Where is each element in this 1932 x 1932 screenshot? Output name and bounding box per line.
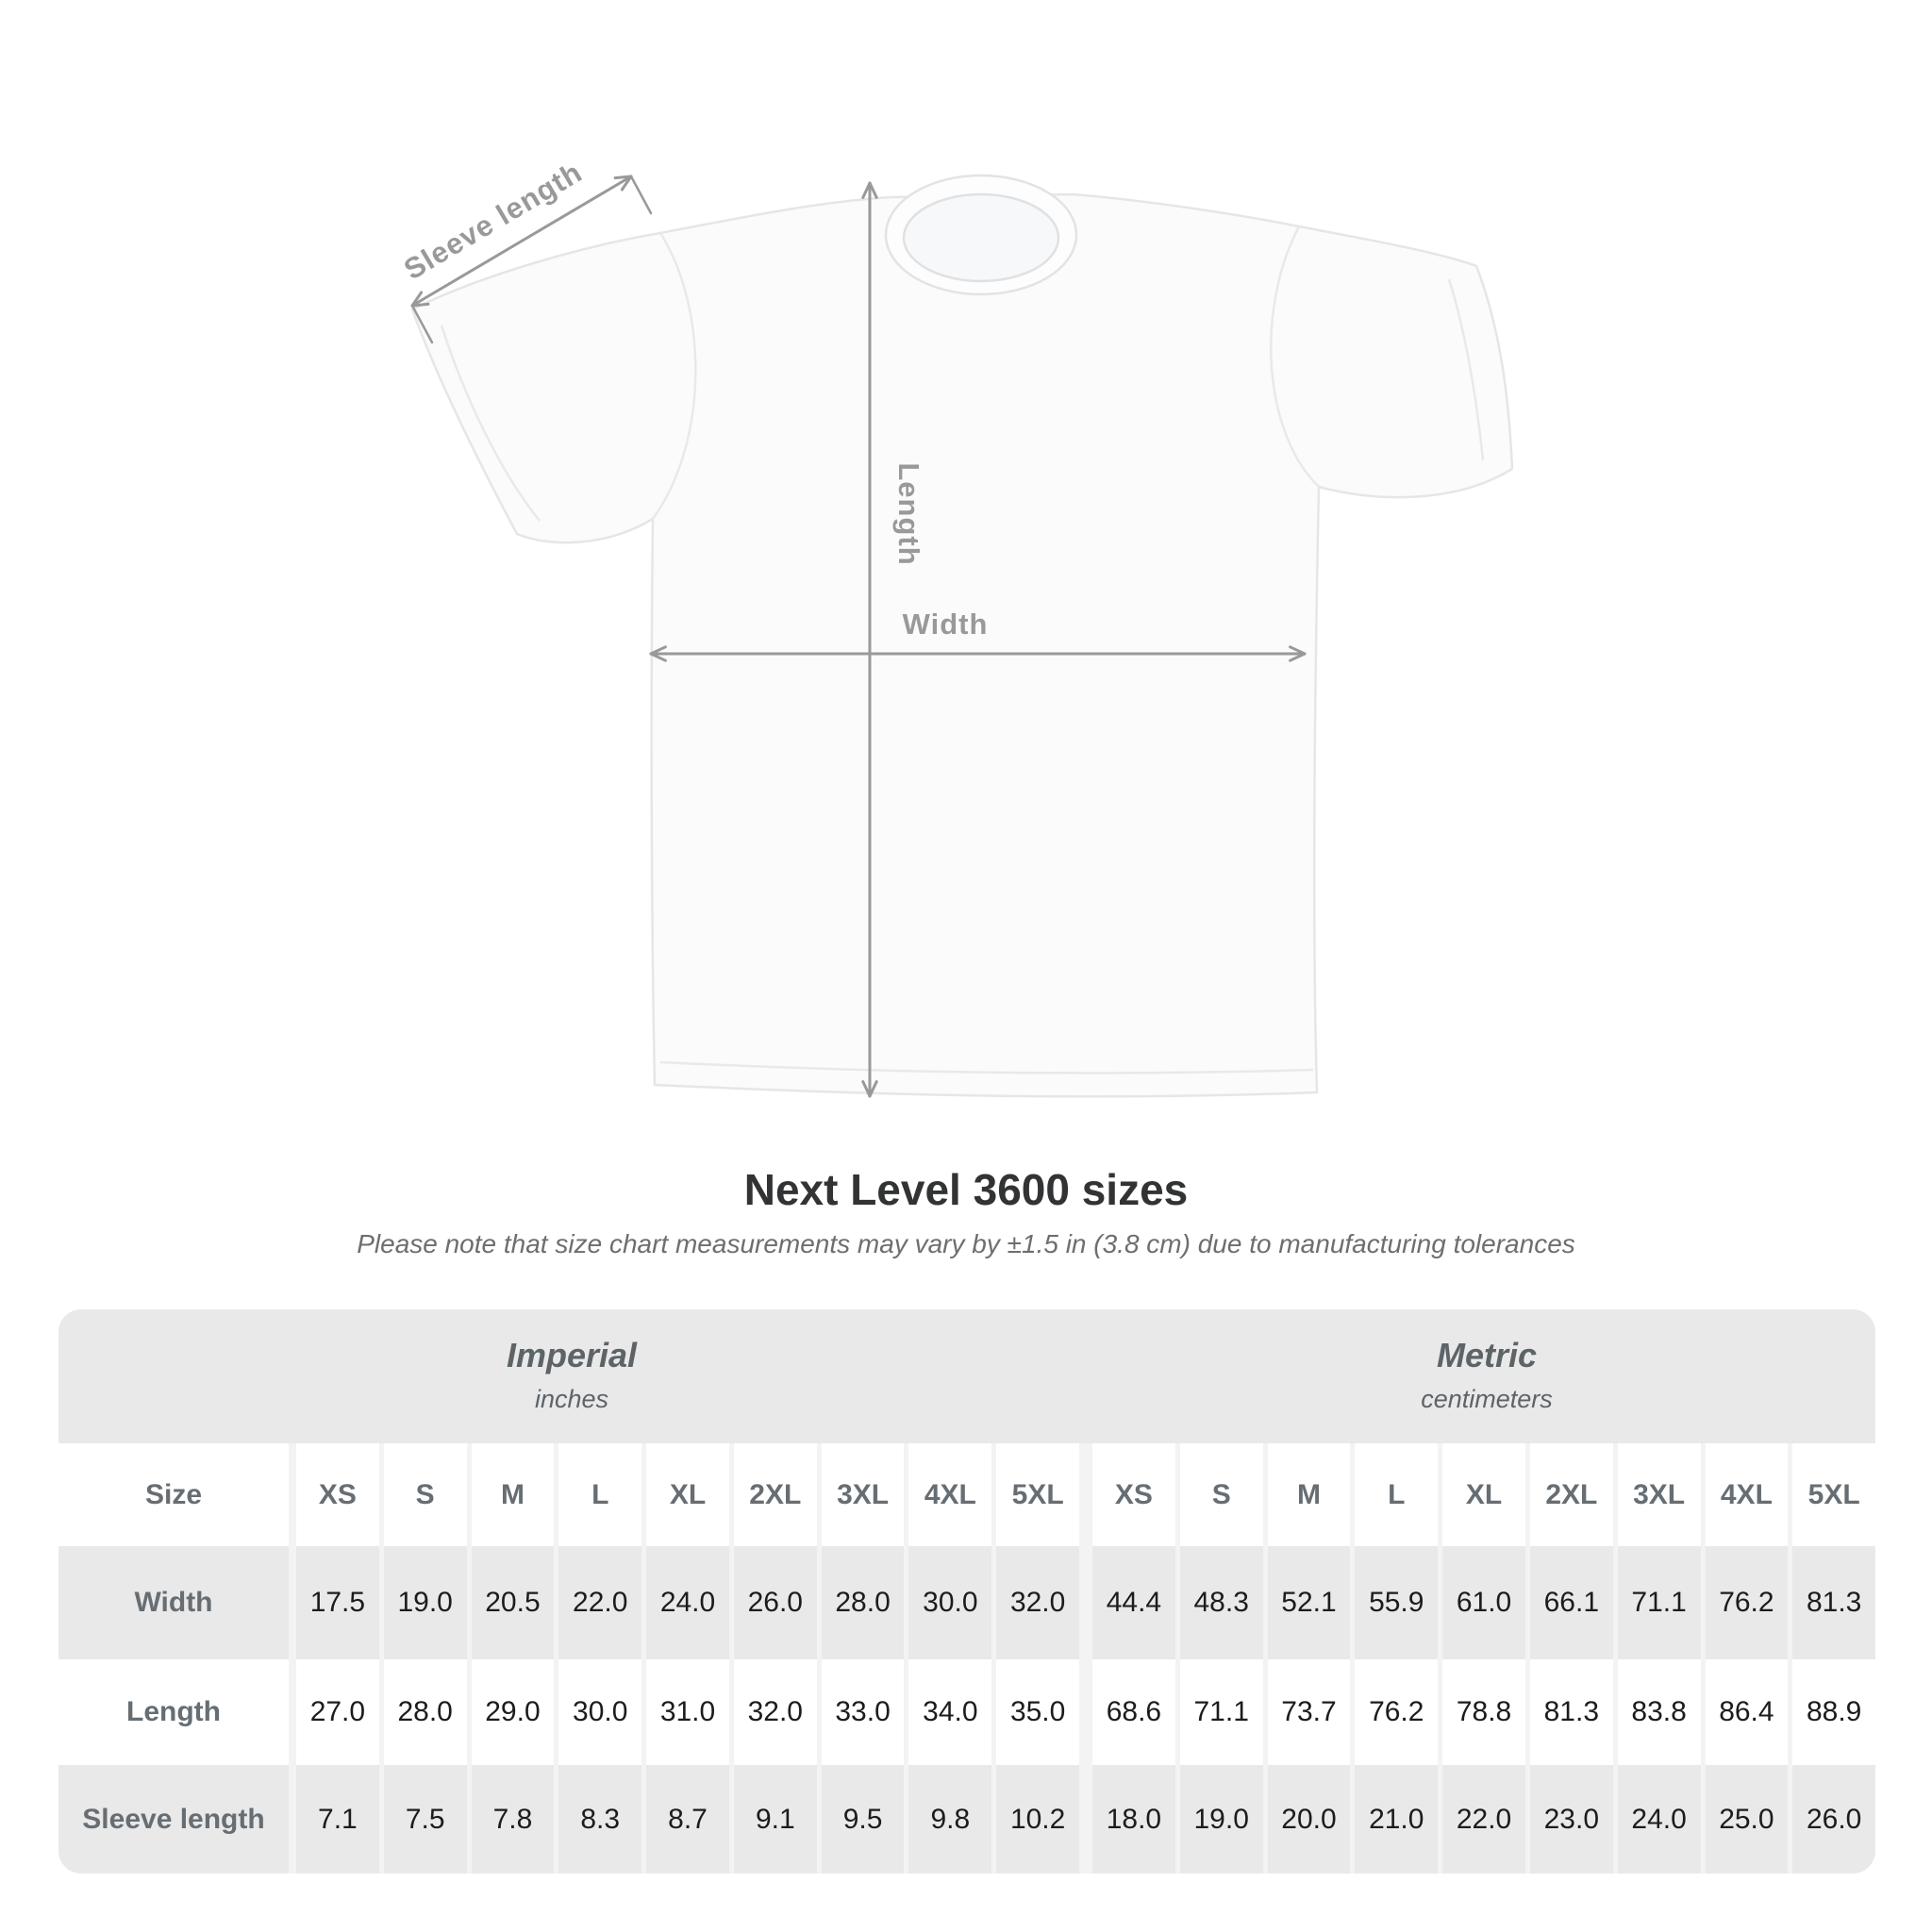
- value-cell: 73.7: [1268, 1659, 1351, 1765]
- size-header-metric-2xl: 2XL: [1530, 1443, 1613, 1546]
- table-row-sleeve-length: [58, 1765, 1875, 1874]
- value-cell: 26.0: [734, 1546, 817, 1659]
- value-cell: 30.0: [908, 1546, 991, 1659]
- imperial-title: Imperial: [506, 1336, 638, 1374]
- value-cell: 28.0: [822, 1546, 905, 1659]
- value-cell: 10.2: [996, 1765, 1079, 1874]
- length-label: Length: [892, 462, 925, 566]
- size-chart-table: [58, 1309, 1875, 1874]
- imperial-unit: inches: [534, 1385, 609, 1413]
- value-cell: 9.5: [822, 1765, 905, 1874]
- value-cell: 21.0: [1355, 1765, 1438, 1874]
- size-header-imperial-s: S: [384, 1443, 467, 1546]
- value-cell: 19.0: [1180, 1765, 1263, 1874]
- value-cell: 22.0: [558, 1546, 641, 1659]
- value-cell: 52.1: [1268, 1546, 1351, 1659]
- row-label: Width: [58, 1546, 289, 1659]
- value-cell: 17.5: [296, 1546, 379, 1659]
- value-cell: 22.0: [1442, 1765, 1525, 1874]
- value-cell: 27.0: [296, 1659, 379, 1765]
- value-cell: 34.0: [908, 1659, 991, 1765]
- table-row-length: [58, 1659, 1875, 1765]
- page-title: Next Level 3600 sizes: [743, 1165, 1189, 1214]
- table-row-width: [58, 1546, 1875, 1659]
- size-header-metric-xl: XL: [1442, 1443, 1525, 1546]
- value-cell: 25.0: [1706, 1765, 1789, 1874]
- value-cell: 23.0: [1530, 1765, 1613, 1874]
- value-cell: 61.0: [1442, 1546, 1525, 1659]
- table-header-row: [58, 1443, 1875, 1546]
- metric-unit: centimeters: [1421, 1385, 1553, 1413]
- value-cell: 48.3: [1180, 1546, 1263, 1659]
- value-cell: 33.0: [822, 1659, 905, 1765]
- value-cell: 66.1: [1530, 1546, 1613, 1659]
- value-cell: 32.0: [996, 1546, 1079, 1659]
- width-label: Width: [902, 608, 989, 641]
- size-header-imperial-m: M: [472, 1443, 555, 1546]
- value-cell: 24.0: [646, 1546, 729, 1659]
- value-cell: 31.0: [646, 1659, 729, 1765]
- size-header-metric-4xl: 4XL: [1706, 1443, 1789, 1546]
- value-cell: 76.2: [1706, 1546, 1789, 1659]
- row-label: Length: [58, 1659, 289, 1765]
- value-cell: 71.1: [1618, 1546, 1701, 1659]
- value-cell: 7.8: [472, 1765, 555, 1874]
- value-cell: 81.3: [1530, 1659, 1613, 1765]
- value-cell: 8.7: [646, 1765, 729, 1874]
- tolerance-note: Please note that size chart measurements may vary by ±1.5 in (3.8 cm) due to manufacturing tolerances: [357, 1229, 1575, 1258]
- value-cell: 19.0: [384, 1546, 467, 1659]
- size-header-imperial-3xl: 3XL: [822, 1443, 905, 1546]
- metric-title: Metric: [1436, 1336, 1538, 1374]
- value-cell: 18.0: [1092, 1765, 1175, 1874]
- value-cell: 76.2: [1355, 1659, 1438, 1765]
- value-cell: 68.6: [1092, 1659, 1175, 1765]
- size-header-metric-s: S: [1180, 1443, 1263, 1546]
- size-header-imperial-l: L: [558, 1443, 641, 1546]
- size-header-metric-m: M: [1268, 1443, 1351, 1546]
- value-cell: 7.1: [296, 1765, 379, 1874]
- value-cell: 28.0: [384, 1659, 467, 1765]
- value-cell: 32.0: [734, 1659, 817, 1765]
- metric-header: [1098, 1309, 1875, 1443]
- size-header-metric-3xl: 3XL: [1618, 1443, 1701, 1546]
- value-cell: 78.8: [1442, 1659, 1525, 1765]
- value-cell: 71.1: [1180, 1659, 1263, 1765]
- value-cell: 20.0: [1268, 1765, 1351, 1874]
- size-column-header: Size: [58, 1443, 289, 1546]
- value-cell: 30.0: [558, 1659, 641, 1765]
- value-cell: 81.3: [1792, 1546, 1875, 1659]
- value-cell: 88.9: [1792, 1659, 1875, 1765]
- value-cell: 20.5: [472, 1546, 555, 1659]
- value-cell: 24.0: [1618, 1765, 1701, 1874]
- value-cell: 35.0: [996, 1659, 1079, 1765]
- size-header-imperial-xs: XS: [296, 1443, 379, 1546]
- value-cell: 9.8: [908, 1765, 991, 1874]
- tshirt-body: [412, 194, 1512, 1096]
- collar-inner: [904, 194, 1058, 281]
- size-header-imperial-4xl: 4XL: [908, 1443, 991, 1546]
- size-header-imperial-2xl: 2XL: [734, 1443, 817, 1546]
- value-cell: 44.4: [1092, 1546, 1175, 1659]
- value-cell: 83.8: [1618, 1659, 1701, 1765]
- size-header-metric-xs: XS: [1092, 1443, 1175, 1546]
- value-cell: 7.5: [384, 1765, 467, 1874]
- sleeve-length-label: Sleeve length: [398, 155, 589, 287]
- imperial-header: [58, 1309, 1085, 1443]
- size-header-metric-5xl: 5XL: [1792, 1443, 1875, 1546]
- value-cell: 29.0: [472, 1659, 555, 1765]
- unit-header-band: [58, 1309, 1875, 1443]
- value-cell: 9.1: [734, 1765, 817, 1874]
- value-cell: 55.9: [1355, 1546, 1438, 1659]
- value-cell: 8.3: [558, 1765, 641, 1874]
- size-header-imperial-xl: XL: [646, 1443, 729, 1546]
- row-label: Sleeve length: [58, 1765, 289, 1874]
- size-header-imperial-5xl: 5XL: [996, 1443, 1079, 1546]
- size-header-metric-l: L: [1355, 1443, 1438, 1546]
- value-cell: 26.0: [1792, 1765, 1875, 1874]
- value-cell: 86.4: [1706, 1659, 1789, 1765]
